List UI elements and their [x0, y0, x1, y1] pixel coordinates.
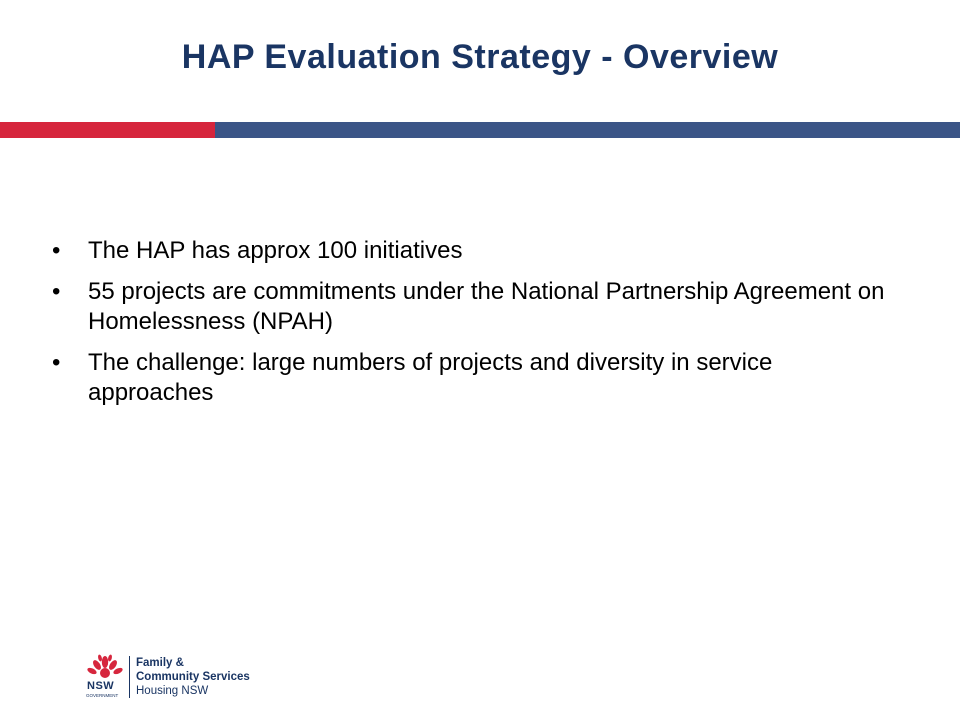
bullet-text: 55 projects are commitments under the National Partnership Agreement on Homelessness (NPAH): [88, 278, 885, 335]
agency-name-block: [136, 656, 250, 698]
header-band-blue: [215, 122, 960, 138]
slide-title: HAP Evaluation Strategy - Overview: [181, 38, 779, 76]
bullet-dot: •: [52, 237, 61, 264]
bullet-text: The challenge: large numbers of projects and diversity in service approaches: [88, 349, 773, 406]
bullet-text: The HAP has approx 100 initiatives: [88, 237, 463, 264]
bullet-list: [52, 236, 902, 419]
bullet-item: [52, 277, 902, 337]
header-band: [0, 122, 960, 138]
logo-divider: [129, 656, 130, 698]
waratah-icon: [85, 654, 125, 680]
agency-line-community-services: Community Services: [136, 671, 250, 683]
bullet-dot: •: [52, 278, 61, 305]
bullet-item: [52, 348, 902, 408]
agency-line-housing: Housing NSW: [136, 685, 209, 697]
government-wordmark: GOVERNMENT: [86, 693, 119, 698]
bullet-dot: •: [52, 349, 61, 376]
nsw-logo-mark: [85, 654, 125, 702]
header-band-red: [0, 122, 215, 138]
agency-line-family: Family &: [136, 657, 184, 669]
nsw-wordmark: NSW: [87, 680, 115, 692]
bullet-item: [52, 236, 902, 266]
agency-logo: [85, 654, 285, 702]
